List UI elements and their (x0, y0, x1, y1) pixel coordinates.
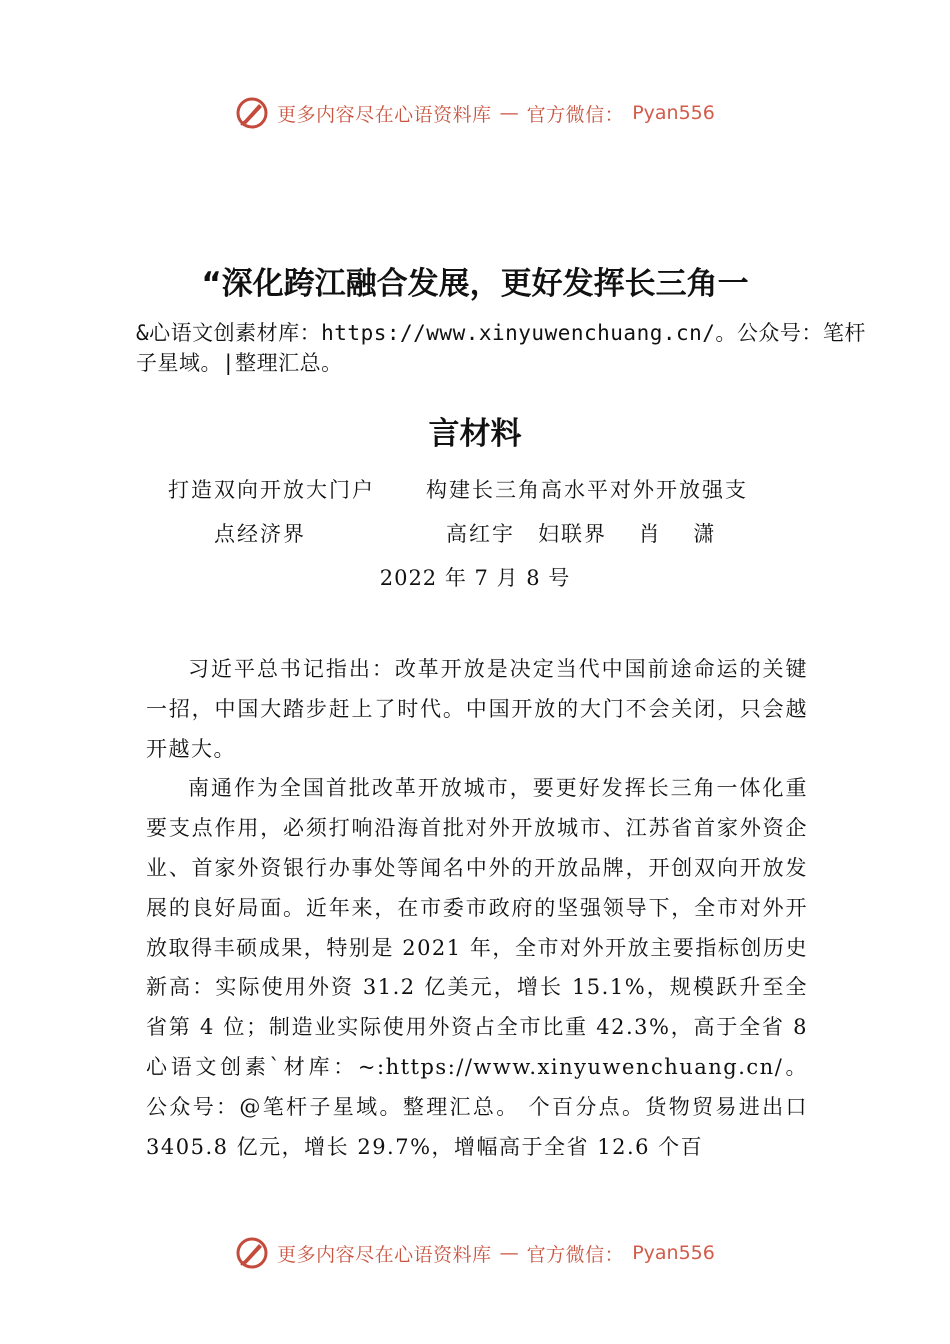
article-body (146, 650, 808, 1167)
quill-logo-icon (235, 1236, 269, 1270)
author-line: 高红宇 妇联界 肖 潇 (446, 522, 717, 546)
paragraph: 习近平总书记指出：改革开放是决定当代中国前途命运的关键一招，中国大踏步赶上了时代。中国开放的大门不会关闭，只会越开越大。 (146, 657, 808, 761)
subtitle-right-1: 构建长三角高水平对外开放强支 (426, 478, 748, 502)
subtitle-left-2: 点经济界 (214, 522, 306, 546)
paragraph: 南通作为全国首批改革开放城市，要更好发挥长三角一体化重要支点作用，必须打响沿海首批对外开放城市、江苏省首家外资企业、首家外资银行办事处等闻名中外的开放品牌，开创双向开放发展的良好局面。近年来，在市委市政府的坚强领导下，全市对外开放取得丰硕成果，特别是 2021 年，全市对外开放主要指标创历史新高：实际使用外资 31.2 亿美元，增长 15.1%，规模跃升至全省第 4 位；制造业实际使用外资占全市比重 42.3%，高于全省 8心语文创素`材库：~:https://www.xinyuwenchuang.cn/。公众号：@笔杆子星域。整理汇总。 个百分点。货物贸易进出口 3405.8 亿元，增长 29.7%，增幅高于全省 12.6 个百 (146, 776, 808, 1159)
subtitle-left-1: 打造双向开放大门户 (168, 478, 375, 502)
banner-account: Pyan556 (632, 1242, 715, 1264)
banner-separator: — (499, 1242, 519, 1264)
source-note: &心语文创素材库：https://www.xinyuwenchuang.cn/。公众号：笔杆子星域。|整理汇总。 (136, 321, 866, 375)
banner-wechat-label: 官方微信： (526, 103, 625, 126)
banner-brand: 更多内容尽在心语资料库 (277, 103, 492, 126)
page-title-line2: 言材料 (428, 416, 522, 452)
quill-logo-icon (235, 96, 269, 130)
header-banner (0, 96, 950, 130)
footer-banner (0, 1236, 950, 1270)
page-title-line1: “深化跨江融合发展，更好发挥长三角一 (201, 266, 749, 302)
date-line: 2022 年 7 月 8 号 (379, 566, 571, 590)
banner-brand: 更多内容尽在心语资料库 (277, 1243, 492, 1266)
banner-account: Pyan556 (632, 102, 715, 124)
banner-separator: — (499, 102, 519, 124)
banner-wechat-label: 官方微信： (526, 1243, 625, 1266)
